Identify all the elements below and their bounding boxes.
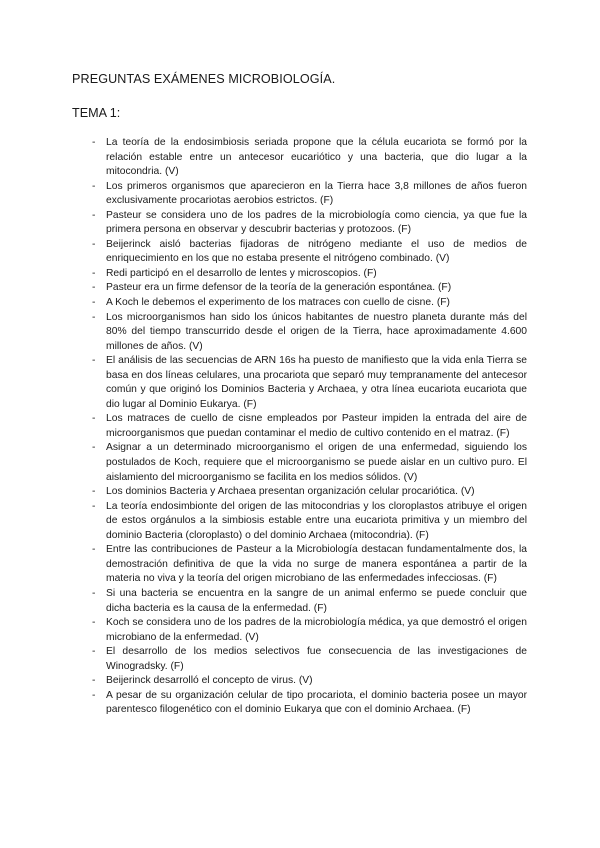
question-list — [0, 136, 600, 718]
question-text: Beijerinck aisló bacterias fijadoras de nitrógeno mediante el uso de medios de enriquecimiento en los que no estaba presente el nitrógeno combinado. (V) — [106, 238, 527, 265]
question-item — [0, 209, 527, 238]
bullet-dash: - — [92, 442, 96, 454]
question-item — [0, 311, 527, 355]
bullet-dash: - — [92, 500, 96, 512]
bullet-dash: - — [92, 675, 96, 687]
question-item — [0, 267, 527, 282]
bullet-dash: - — [92, 238, 96, 250]
question-text: Pasteur era un firme defensor de la teoría de la generación espontánea. (F) — [106, 282, 452, 294]
question-item — [0, 441, 527, 485]
bullet-dash: - — [92, 180, 96, 192]
question-text: Redi participó en el desarrollo de lentes y microscopios. (F) — [106, 267, 377, 279]
bullet-dash: - — [92, 297, 96, 309]
question-text: La teoría de la endosimbiosis seriada propone que la célula eucariota se formó por la relación estable entre un antecesor eucariótico y una bacteria, que dio lugar a la mitocondria. (V) — [106, 137, 527, 178]
question-item — [0, 281, 527, 296]
question-text: A Koch le debemos el experimento de los matraces con cuello de cisne. (F) — [106, 297, 450, 309]
question-item — [0, 485, 527, 500]
question-item — [0, 412, 527, 441]
question-text: Beijerinck desarrolló el concepto de virus. (V) — [106, 675, 313, 687]
question-item — [0, 180, 527, 209]
document-title: PREGUNTAS EXÁMENES MICROBIOLOGÍA. — [72, 72, 336, 86]
question-item — [0, 645, 527, 674]
question-item — [0, 587, 527, 616]
bullet-dash: - — [92, 587, 96, 599]
question-text: Los matraces de cuello de cisne empleados por Pasteur impiden la entrada del aire de microorganismos que puedan contaminar el medio de cultivo contenido en el matraz. (F) — [106, 413, 527, 439]
question-text: Los dominios Bacteria y Archaea presentan organización celular procariótica. (V) — [106, 486, 475, 498]
bullet-dash: - — [92, 646, 96, 658]
question-text: El desarrollo de los medios selectivos fue consecuencia de las investigaciones de Winogradsky. (F) — [106, 646, 527, 672]
question-text: Entre las contribuciones de Pasteur a la Microbiología destacan fundamentalmente dos, la demostración definitiva de que la vida no surge de manera espontánea a partir de la materia no viva y la teoría del origen microbiano de las enfermedades infecciosas. (F) — [106, 544, 527, 585]
question-text: Koch se considera uno de los padres de la microbiología médica, ya que demostró el origen microbiano de la enfermedad. (V) — [106, 617, 527, 643]
question-text: El análisis de las secuencias de ARN 16s ha puesto de manifiesto que la vida enla Tierra se basa en dos líneas celulares, una procariota que separó muy tempranamente del antecesor común y que originó los Dominios Bacteria y Archaea, y otra línea eucariota eucariota que dio lugar al Dominio Eukarya. (F) — [106, 355, 527, 410]
bullet-dash: - — [92, 137, 96, 148]
question-item — [0, 674, 527, 689]
question-item — [0, 296, 527, 311]
question-item — [0, 689, 527, 718]
bullet-dash: - — [92, 689, 96, 701]
question-item — [0, 238, 527, 267]
question-text: Asignar a un determinado microorganismo el origen de una enfermedad, siguiendo los postulados de Koch, requiere que el microorganismo se puede aislar en un cultivo puro. El aislamiento del microorganismo se facilita en los medios sólidos. (V) — [106, 442, 527, 483]
question-text: Los primeros organismos que aparecieron en la Tierra hace 3,8 millones de años fueron exclusivamente procariotas aerobios estrictos. (F) — [106, 180, 527, 207]
bullet-dash: - — [92, 355, 96, 367]
question-item — [0, 354, 527, 412]
question-text: La teoría endosimbionte del origen de las mitocondrias y los cloroplastos atribuye el origen de estos orgánulos a la simbiosis estable entre una eucariota primitiva y un miembro del dominio Bacteria (cloroplasto) o del dominio Archaea (mitocondria). (F) — [106, 500, 527, 541]
question-text: Pasteur se considera uno de los padres de la microbiología como ciencia, ya que fue la primera persona en observar y descubrir bacterias y protozoos. (F) — [106, 209, 527, 236]
bullet-dash: - — [92, 413, 96, 425]
bullet-dash: - — [92, 617, 96, 629]
bullet-dash: - — [92, 544, 96, 556]
bullet-dash: - — [92, 311, 96, 323]
question-item — [0, 500, 527, 544]
section-title: TEMA 1: — [72, 106, 121, 120]
question-item — [0, 616, 527, 645]
bullet-dash: - — [92, 486, 96, 498]
question-text: A pesar de su organización celular de tipo procariota, el dominio bacteria posee un mayor parentesco filogenético con el dominio Eukarya que con el dominio Archaea. (F) — [106, 689, 527, 716]
question-text: Si una bacteria se encuentra en la sangre de un animal enfermo se puede concluir que dicha bacteria es la causa de la enfermedad. (F) — [106, 587, 527, 614]
bullet-dash: - — [92, 209, 96, 221]
bullet-dash: - — [92, 267, 96, 279]
question-item — [0, 136, 527, 180]
question-item — [0, 543, 527, 587]
question-text: Los microorganismos han sido los únicos habitantes de nuestro planeta durante más del 80% del tiempo transcurrido desde el origen de la Tierra, hace aproximadamente 4.600 millones de años. (V) — [106, 311, 527, 352]
bullet-dash: - — [92, 282, 96, 294]
